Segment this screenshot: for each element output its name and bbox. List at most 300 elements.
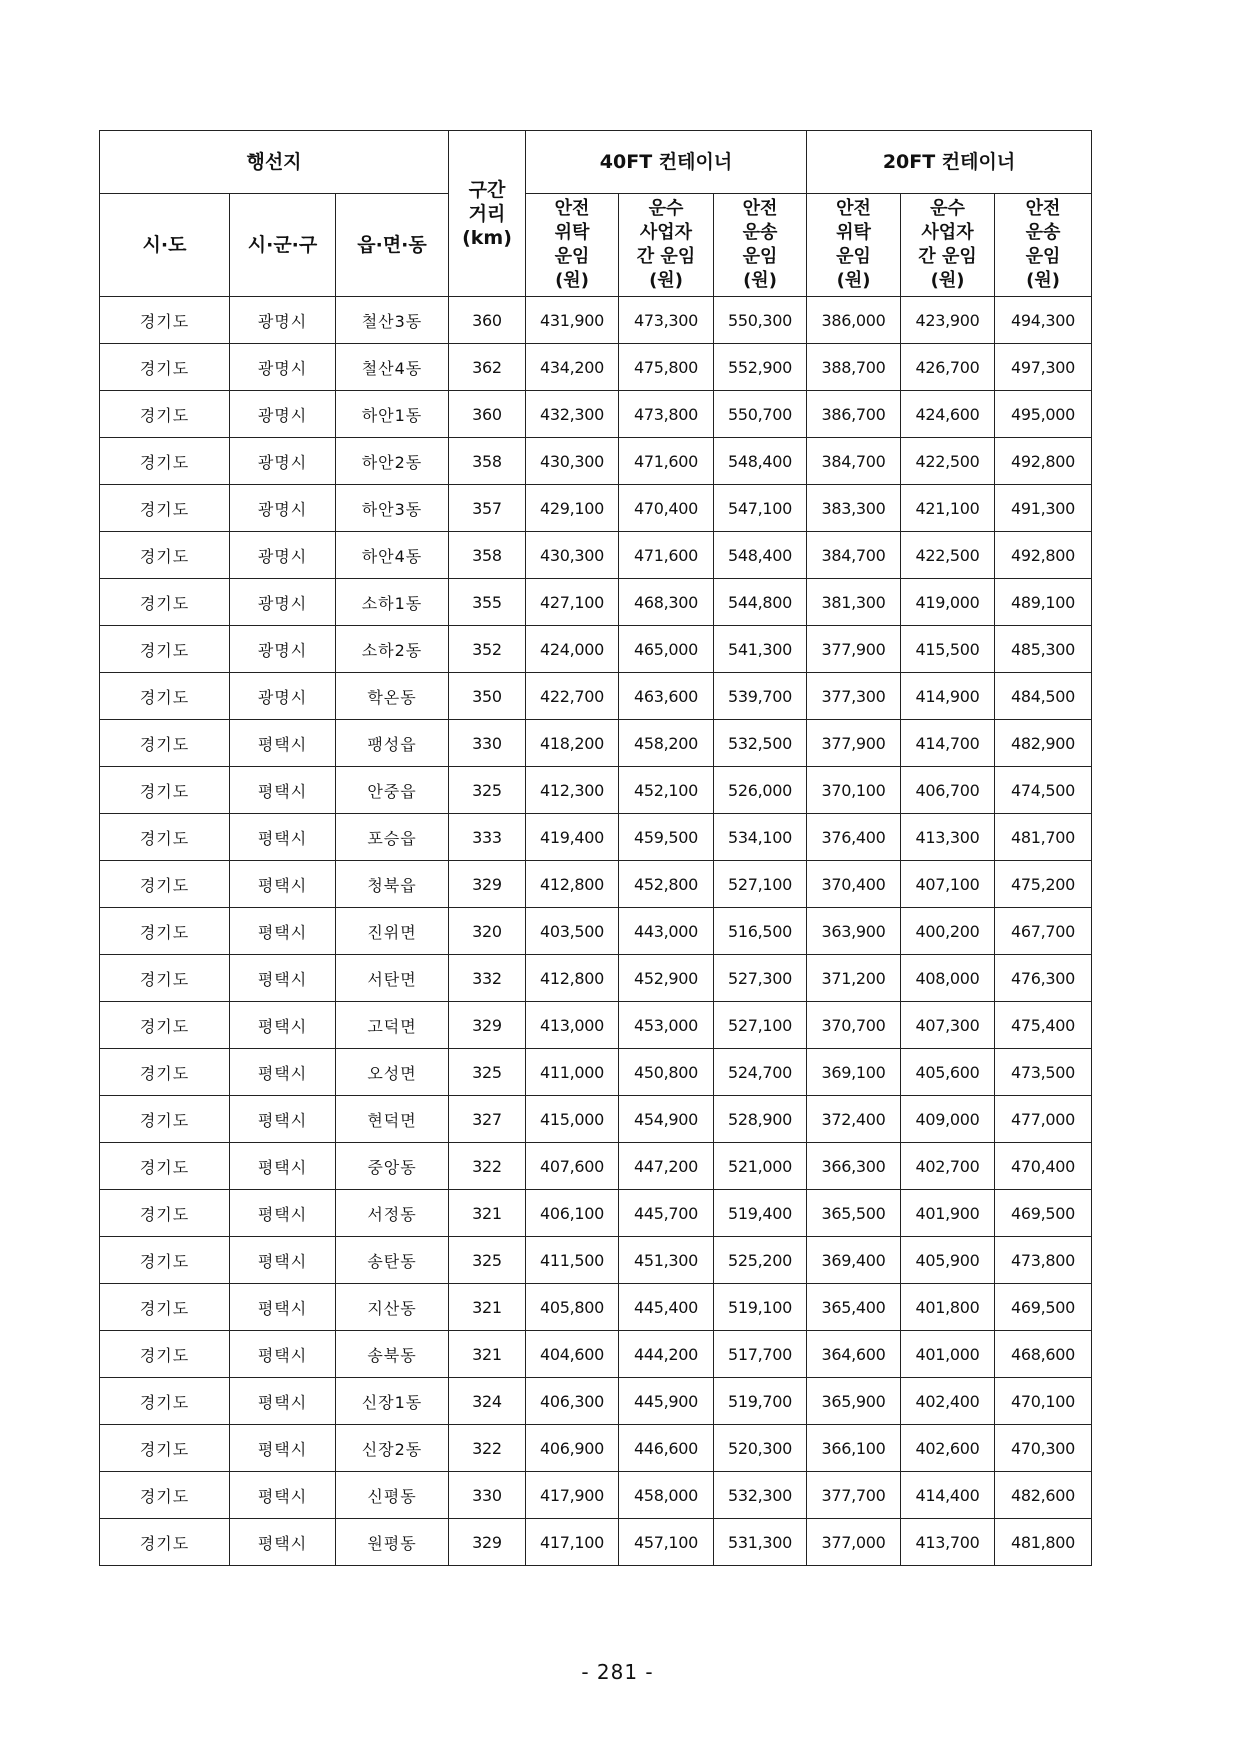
ft20-carrier-rate-cell: 421,100	[901, 485, 995, 532]
table-row	[100, 438, 1092, 485]
ft40-container-header: 40FT 컨테이너	[526, 131, 807, 194]
distance-cell: 333	[449, 814, 526, 861]
ft20-carrier-rate-cell: 423,900	[901, 297, 995, 344]
distance-cell: 350	[449, 673, 526, 720]
table-row	[100, 1284, 1092, 1331]
ft20-container-header: 20FT 컨테이너	[807, 131, 1092, 194]
table-header	[100, 131, 1092, 297]
table-row	[100, 767, 1092, 814]
ft20-consignment-rate-cell: 369,100	[807, 1049, 901, 1096]
distance-cell: 325	[449, 1237, 526, 1284]
sigungu-cell: 평택시	[230, 1143, 336, 1190]
eupmyeondong-cell: 서탄면	[336, 955, 449, 1002]
ft40-carrier-rate-cell: 445,900	[619, 1378, 714, 1425]
ft40-transport-rate-cell: 552,900	[714, 344, 807, 391]
header-line: 위탁	[554, 222, 590, 243]
table-row	[100, 1096, 1092, 1143]
header-line: (원)	[649, 270, 683, 291]
ft20-carrier-rate-cell: 407,300	[901, 1002, 995, 1049]
distance-cell: 330	[449, 1472, 526, 1519]
eupmyeondong-cell: 포승읍	[336, 814, 449, 861]
header-line: 간 운임	[918, 246, 977, 267]
ft40-consignment-rate-cell: 430,300	[526, 438, 619, 485]
header-line: 운수	[930, 198, 965, 219]
ft40-carrier-rate-cell: 445,400	[619, 1284, 714, 1331]
ft40-carrier-rate-cell: 452,900	[619, 955, 714, 1002]
ft40-safety-transport-rate-header	[714, 194, 807, 297]
sido-cell: 경기도	[100, 1002, 230, 1049]
sido-cell: 경기도	[100, 814, 230, 861]
ft40-consignment-rate-cell: 406,100	[526, 1190, 619, 1237]
page-number: - 281 -	[581, 1660, 654, 1684]
ft20-consignment-rate-cell: 384,700	[807, 532, 901, 579]
ft20-consignment-rate-cell: 381,300	[807, 579, 901, 626]
ft40-consignment-rate-cell: 406,300	[526, 1378, 619, 1425]
ft40-carrier-rate-cell: 473,300	[619, 297, 714, 344]
ft40-consignment-rate-cell: 434,200	[526, 344, 619, 391]
sigungu-cell: 평택시	[230, 1190, 336, 1237]
eupmyeondong-cell: 송북동	[336, 1331, 449, 1378]
ft20-transport-rate-cell: 494,300	[995, 297, 1092, 344]
distance-cell: 321	[449, 1331, 526, 1378]
distance-cell: 325	[449, 767, 526, 814]
distance-header-line: (km)	[462, 226, 512, 249]
sido-cell: 경기도	[100, 1190, 230, 1237]
eupmyeondong-cell: 중앙동	[336, 1143, 449, 1190]
distance-cell: 329	[449, 861, 526, 908]
ft20-carrier-rate-cell: 414,900	[901, 673, 995, 720]
ft20-transport-rate-cell: 475,400	[995, 1002, 1092, 1049]
ft40-carrier-rate-cell: 458,200	[619, 720, 714, 767]
ft40-carrier-rate-cell: 471,600	[619, 532, 714, 579]
ft40-consignment-rate-cell: 411,500	[526, 1237, 619, 1284]
table-row	[100, 532, 1092, 579]
sido-cell: 경기도	[100, 955, 230, 1002]
ft20-consignment-rate-cell: 365,500	[807, 1190, 901, 1237]
ft40-transport-rate-cell: 527,100	[714, 861, 807, 908]
table-row	[100, 579, 1092, 626]
ft40-carrier-rate-cell: 452,800	[619, 861, 714, 908]
sido-header: 시·도	[100, 194, 230, 297]
ft40-transport-rate-cell: 550,300	[714, 297, 807, 344]
ft20-consignment-rate-cell: 369,400	[807, 1237, 901, 1284]
ft20-transport-rate-cell: 469,500	[995, 1190, 1092, 1237]
ft40-transport-rate-cell: 519,400	[714, 1190, 807, 1237]
distance-cell: 360	[449, 391, 526, 438]
sigungu-cell: 평택시	[230, 955, 336, 1002]
distance-cell: 320	[449, 908, 526, 955]
ft20-consignment-rate-cell: 386,000	[807, 297, 901, 344]
sido-cell: 경기도	[100, 861, 230, 908]
ft40-carrier-rate-cell: 445,700	[619, 1190, 714, 1237]
header-line: (원)	[743, 270, 777, 291]
ft40-carrier-rate-cell: 468,300	[619, 579, 714, 626]
ft20-transport-rate-cell: 489,100	[995, 579, 1092, 626]
ft40-carrier-rate-cell: 450,800	[619, 1049, 714, 1096]
ft20-carrier-rate-cell: 402,600	[901, 1425, 995, 1472]
eupmyeondong-cell: 현덕면	[336, 1096, 449, 1143]
table-row	[100, 1237, 1092, 1284]
ft40-carrier-rate-cell: 454,900	[619, 1096, 714, 1143]
ft20-carrier-rate-cell: 409,000	[901, 1096, 995, 1143]
table-row	[100, 720, 1092, 767]
ft20-consignment-rate-cell: 376,400	[807, 814, 901, 861]
ft20-carrier-rate-cell: 401,800	[901, 1284, 995, 1331]
ft20-consignment-rate-cell: 366,100	[807, 1425, 901, 1472]
ft40-consignment-rate-cell: 431,900	[526, 297, 619, 344]
ft40-carrier-rate-cell: 452,100	[619, 767, 714, 814]
ft40-carrier-rate-cell: 475,800	[619, 344, 714, 391]
distance-cell: 329	[449, 1002, 526, 1049]
ft40-consignment-rate-cell: 405,800	[526, 1284, 619, 1331]
ft40-carrier-rate-cell: 447,200	[619, 1143, 714, 1190]
table-row	[100, 1519, 1092, 1566]
ft40-transport-rate-cell: 521,000	[714, 1143, 807, 1190]
header-line: 운송	[742, 222, 778, 243]
eupmyeondong-cell: 고덕면	[336, 1002, 449, 1049]
sigungu-cell: 평택시	[230, 1519, 336, 1566]
table-row	[100, 1143, 1092, 1190]
sigungu-cell: 평택시	[230, 1378, 336, 1425]
ft40-consignment-rate-cell: 411,000	[526, 1049, 619, 1096]
ft40-consignment-rate-cell: 432,300	[526, 391, 619, 438]
ft40-safety-consignment-rate-header	[526, 194, 619, 297]
ft40-transport-rate-cell: 539,700	[714, 673, 807, 720]
ft20-carrier-rate-cell: 414,700	[901, 720, 995, 767]
ft20-transport-rate-cell: 468,600	[995, 1331, 1092, 1378]
ft40-carrier-rate-cell: 463,600	[619, 673, 714, 720]
sido-cell: 경기도	[100, 767, 230, 814]
eupmyeondong-cell: 지산동	[336, 1284, 449, 1331]
sigungu-cell: 광명시	[230, 297, 336, 344]
sido-cell: 경기도	[100, 344, 230, 391]
table-row	[100, 955, 1092, 1002]
sigungu-cell: 평택시	[230, 1331, 336, 1378]
ft40-transport-rate-cell: 548,400	[714, 532, 807, 579]
ft20-transport-rate-cell: 497,300	[995, 344, 1092, 391]
distance-cell: 352	[449, 626, 526, 673]
distance-cell: 322	[449, 1425, 526, 1472]
destination-header: 행선지	[100, 131, 449, 194]
sigungu-cell: 광명시	[230, 579, 336, 626]
table-row	[100, 344, 1092, 391]
ft20-carrier-rate-cell: 415,500	[901, 626, 995, 673]
distance-cell: 360	[449, 297, 526, 344]
ft40-transport-rate-cell: 541,300	[714, 626, 807, 673]
ft40-transport-rate-cell: 519,100	[714, 1284, 807, 1331]
ft40-transport-rate-cell: 516,500	[714, 908, 807, 955]
table-row	[100, 1378, 1092, 1425]
ft20-carrier-rate-cell: 407,100	[901, 861, 995, 908]
sido-cell: 경기도	[100, 1378, 230, 1425]
header-line: 운수	[648, 198, 684, 219]
sigungu-cell: 평택시	[230, 861, 336, 908]
table-row	[100, 814, 1092, 861]
ft40-transport-rate-cell: 532,300	[714, 1472, 807, 1519]
header-line: 사업자	[921, 222, 974, 243]
ft20-transport-rate-cell: 473,800	[995, 1237, 1092, 1284]
sido-cell: 경기도	[100, 1425, 230, 1472]
table-row	[100, 1002, 1092, 1049]
ft20-consignment-rate-cell: 370,100	[807, 767, 901, 814]
header-line: 운임	[836, 246, 871, 267]
ft20-carrier-rate-cell: 413,700	[901, 1519, 995, 1566]
eupmyeondong-cell: 오성면	[336, 1049, 449, 1096]
header-line: 안전	[742, 198, 778, 219]
sigungu-cell: 평택시	[230, 1237, 336, 1284]
ft40-consignment-rate-cell: 413,000	[526, 1002, 619, 1049]
sido-cell: 경기도	[100, 1519, 230, 1566]
ft40-transport-rate-cell: 524,700	[714, 1049, 807, 1096]
sigungu-cell: 평택시	[230, 767, 336, 814]
ft40-carrier-rate-cell: 451,300	[619, 1237, 714, 1284]
ft20-consignment-rate-cell: 377,700	[807, 1472, 901, 1519]
sigungu-cell: 광명시	[230, 391, 336, 438]
sigungu-cell: 평택시	[230, 1425, 336, 1472]
ft40-consignment-rate-cell: 422,700	[526, 673, 619, 720]
distance-cell: 358	[449, 532, 526, 579]
ft20-transport-rate-cell: 475,200	[995, 861, 1092, 908]
ft20-transport-rate-cell: 484,500	[995, 673, 1092, 720]
ft20-transport-rate-cell: 485,300	[995, 626, 1092, 673]
eupmyeondong-header: 읍·면·동	[336, 194, 449, 297]
header-line: 간 운임	[636, 246, 696, 267]
header-line: 운임	[742, 246, 778, 267]
distance-header	[449, 131, 526, 297]
distance-header-line: 거리	[468, 202, 506, 225]
ft40-consignment-rate-cell: 427,100	[526, 579, 619, 626]
distance-cell: 325	[449, 1049, 526, 1096]
ft20-safety-transport-rate-header	[995, 194, 1092, 297]
ft20-carrier-rate-cell: 405,600	[901, 1049, 995, 1096]
ft20-consignment-rate-cell: 366,300	[807, 1143, 901, 1190]
ft40-consignment-rate-cell: 417,100	[526, 1519, 619, 1566]
ft40-transport-rate-cell: 525,200	[714, 1237, 807, 1284]
header-line: (원)	[836, 270, 871, 291]
sido-cell: 경기도	[100, 1472, 230, 1519]
distance-cell: 321	[449, 1284, 526, 1331]
ft40-transport-rate-cell: 547,100	[714, 485, 807, 532]
eupmyeondong-cell: 소하2동	[336, 626, 449, 673]
ft40-consignment-rate-cell: 403,500	[526, 908, 619, 955]
ft20-consignment-rate-cell: 370,700	[807, 1002, 901, 1049]
ft40-consignment-rate-cell: 417,900	[526, 1472, 619, 1519]
table-row	[100, 1472, 1092, 1519]
eupmyeondong-cell: 팽성읍	[336, 720, 449, 767]
header-line: 사업자	[639, 222, 693, 243]
ft20-consignment-rate-cell: 383,300	[807, 485, 901, 532]
eupmyeondong-cell: 학온동	[336, 673, 449, 720]
ft20-transport-rate-cell: 492,800	[995, 438, 1092, 485]
table-row	[100, 673, 1092, 720]
table-row	[100, 297, 1092, 344]
sido-cell: 경기도	[100, 908, 230, 955]
ft20-transport-rate-cell: 482,900	[995, 720, 1092, 767]
ft40-carrier-rate-cell: 470,400	[619, 485, 714, 532]
ft20-consignment-rate-cell: 377,300	[807, 673, 901, 720]
ft40-carrier-rate-cell: 446,600	[619, 1425, 714, 1472]
ft40-transport-rate-cell: 519,700	[714, 1378, 807, 1425]
ft20-carrier-rate-cell: 422,500	[901, 532, 995, 579]
ft20-carrier-rate-cell: 419,000	[901, 579, 995, 626]
ft40-consignment-rate-cell: 415,000	[526, 1096, 619, 1143]
distance-cell: 332	[449, 955, 526, 1002]
sido-cell: 경기도	[100, 438, 230, 485]
ft40-transport-rate-cell: 517,700	[714, 1331, 807, 1378]
distance-cell: 321	[449, 1190, 526, 1237]
sido-cell: 경기도	[100, 532, 230, 579]
distance-cell: 322	[449, 1143, 526, 1190]
ft40-consignment-rate-cell: 412,300	[526, 767, 619, 814]
distance-cell: 362	[449, 344, 526, 391]
table-body	[100, 297, 1092, 1566]
ft20-transport-rate-cell: 481,700	[995, 814, 1092, 861]
sigungu-cell: 광명시	[230, 673, 336, 720]
table-row	[100, 1331, 1092, 1378]
ft20-transport-rate-cell: 474,500	[995, 767, 1092, 814]
sido-cell: 경기도	[100, 626, 230, 673]
ft40-transport-rate-cell: 548,400	[714, 438, 807, 485]
ft20-transport-rate-cell: 469,500	[995, 1284, 1092, 1331]
distance-cell: 327	[449, 1096, 526, 1143]
table-row	[100, 391, 1092, 438]
eupmyeondong-cell: 진위면	[336, 908, 449, 955]
ft20-carrier-rate-cell: 408,000	[901, 955, 995, 1002]
table-row	[100, 1425, 1092, 1472]
ft20-transport-rate-cell: 476,300	[995, 955, 1092, 1002]
sigungu-cell: 평택시	[230, 814, 336, 861]
ft40-consignment-rate-cell: 430,300	[526, 532, 619, 579]
ft20-transport-rate-cell: 495,000	[995, 391, 1092, 438]
ft20-carrier-rate-cell: 414,400	[901, 1472, 995, 1519]
sigungu-cell: 평택시	[230, 1096, 336, 1143]
ft40-carrier-rate-cell: 465,000	[619, 626, 714, 673]
eupmyeondong-cell: 소하1동	[336, 579, 449, 626]
eupmyeondong-cell: 신장2동	[336, 1425, 449, 1472]
sido-cell: 경기도	[100, 297, 230, 344]
sigungu-cell: 평택시	[230, 908, 336, 955]
sigungu-cell: 평택시	[230, 1472, 336, 1519]
ft40-transport-rate-cell: 532,500	[714, 720, 807, 767]
ft20-consignment-rate-cell: 371,200	[807, 955, 901, 1002]
eupmyeondong-cell: 안중읍	[336, 767, 449, 814]
table-row	[100, 861, 1092, 908]
ft40-consignment-rate-cell: 419,400	[526, 814, 619, 861]
ft20-carrier-rate-cell: 400,200	[901, 908, 995, 955]
ft40-transport-rate-cell: 534,100	[714, 814, 807, 861]
ft40-transport-rate-cell: 527,300	[714, 955, 807, 1002]
ft20-transport-rate-cell: 481,800	[995, 1519, 1092, 1566]
distance-cell: 324	[449, 1378, 526, 1425]
ft20-transport-rate-cell: 467,700	[995, 908, 1092, 955]
eupmyeondong-cell: 철산3동	[336, 297, 449, 344]
eupmyeondong-cell: 신평동	[336, 1472, 449, 1519]
sigungu-cell: 평택시	[230, 1284, 336, 1331]
sigungu-cell: 광명시	[230, 626, 336, 673]
header-line: (원)	[930, 270, 965, 291]
ft20-transport-rate-cell: 482,600	[995, 1472, 1092, 1519]
ft40-transport-rate-cell: 527,100	[714, 1002, 807, 1049]
header-line: 운임	[554, 246, 590, 267]
ft20-consignment-rate-cell: 388,700	[807, 344, 901, 391]
table-row	[100, 626, 1092, 673]
ft20-transport-rate-cell: 470,300	[995, 1425, 1092, 1472]
ft20-carrier-rate-cell: 413,300	[901, 814, 995, 861]
ft40-carrier-rate-cell: 443,000	[619, 908, 714, 955]
ft20-consignment-rate-cell: 364,600	[807, 1331, 901, 1378]
ft40-transport-rate-cell: 520,300	[714, 1425, 807, 1472]
header-line: (원)	[555, 270, 589, 291]
ft40-carrier-rate-cell: 444,200	[619, 1331, 714, 1378]
sigungu-cell: 광명시	[230, 532, 336, 579]
distance-cell: 358	[449, 438, 526, 485]
sido-cell: 경기도	[100, 1284, 230, 1331]
ft20-transport-rate-cell: 473,500	[995, 1049, 1092, 1096]
sigungu-cell: 평택시	[230, 1049, 336, 1096]
table-row	[100, 908, 1092, 955]
sigungu-header: 시·군·구	[230, 194, 336, 297]
ft20-consignment-rate-cell: 377,000	[807, 1519, 901, 1566]
header-line: 위탁	[836, 222, 871, 243]
distance-cell: 329	[449, 1519, 526, 1566]
sido-cell: 경기도	[100, 1237, 230, 1284]
header-line: 운송	[1025, 222, 1061, 243]
freight-rate-table	[99, 130, 1092, 1566]
ft20-carrier-rate-cell: 401,900	[901, 1190, 995, 1237]
ft40-carrier-rate-cell: 459,500	[619, 814, 714, 861]
ft40-consignment-rate-cell: 407,600	[526, 1143, 619, 1190]
ft20-carrier-rate-cell: 405,900	[901, 1237, 995, 1284]
ft20-consignment-rate-cell: 377,900	[807, 720, 901, 767]
eupmyeondong-cell: 하안2동	[336, 438, 449, 485]
ft20-transport-rate-cell: 491,300	[995, 485, 1092, 532]
sido-cell: 경기도	[100, 1143, 230, 1190]
ft40-carrier-rate-cell: 453,000	[619, 1002, 714, 1049]
sido-cell: 경기도	[100, 579, 230, 626]
sido-cell: 경기도	[100, 1096, 230, 1143]
ft20-carrier-rate-cell: 424,600	[901, 391, 995, 438]
ft20-consignment-rate-cell: 372,400	[807, 1096, 901, 1143]
ft20-carrier-rate-cell: 422,500	[901, 438, 995, 485]
ft20-consignment-rate-cell: 386,700	[807, 391, 901, 438]
sido-cell: 경기도	[100, 720, 230, 767]
ft20-carrier-rate-cell: 402,700	[901, 1143, 995, 1190]
eupmyeondong-cell: 하안4동	[336, 532, 449, 579]
ft20-consignment-rate-cell: 365,900	[807, 1378, 901, 1425]
ft20-transport-rate-cell: 470,100	[995, 1378, 1092, 1425]
header-line: 안전	[836, 198, 871, 219]
ft40-carrier-rate-cell: 457,100	[619, 1519, 714, 1566]
table-row	[100, 485, 1092, 532]
ft20-carrier-rate-header	[901, 194, 995, 297]
ft40-transport-rate-cell: 550,700	[714, 391, 807, 438]
eupmyeondong-cell: 하안1동	[336, 391, 449, 438]
sido-cell: 경기도	[100, 391, 230, 438]
ft40-consignment-rate-cell: 412,800	[526, 861, 619, 908]
eupmyeondong-cell: 하안3동	[336, 485, 449, 532]
sido-cell: 경기도	[100, 1331, 230, 1378]
eupmyeondong-cell: 서정동	[336, 1190, 449, 1237]
sigungu-cell: 광명시	[230, 344, 336, 391]
sigungu-cell: 평택시	[230, 720, 336, 767]
ft40-carrier-rate-cell: 458,000	[619, 1472, 714, 1519]
sido-cell: 경기도	[100, 1049, 230, 1096]
ft20-transport-rate-cell: 477,000	[995, 1096, 1092, 1143]
eupmyeondong-cell: 원평동	[336, 1519, 449, 1566]
sido-cell: 경기도	[100, 485, 230, 532]
ft40-carrier-rate-header	[619, 194, 714, 297]
ft20-carrier-rate-cell: 426,700	[901, 344, 995, 391]
